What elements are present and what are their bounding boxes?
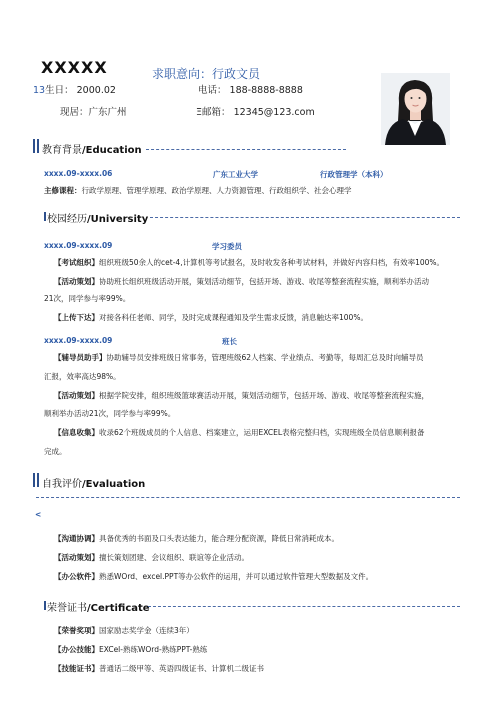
location bbox=[60, 104, 127, 118]
campus-title bbox=[47, 210, 148, 225]
portrait-illustration bbox=[381, 73, 450, 145]
education-marker-2 bbox=[37, 139, 39, 153]
campus-item bbox=[54, 353, 424, 363]
item-tag: 【办公软件】 bbox=[54, 572, 99, 581]
item-tag: 【考试组织】 bbox=[54, 258, 99, 267]
campus-item-continuation: 完成。 bbox=[44, 447, 67, 456]
campus-divider bbox=[150, 217, 460, 218]
campus-item bbox=[54, 313, 368, 323]
item-tag: 【活动策划】 bbox=[54, 277, 99, 286]
item-text: 具备优秀的书面及口头表达能力，能合理分配资源，降低日常消耗成本。 bbox=[99, 534, 339, 543]
phone-value: 188-8888-8888 bbox=[229, 85, 303, 96]
job-intent bbox=[152, 65, 260, 82]
campus-entry-date: xxxx.09-xxxx.09 bbox=[44, 241, 113, 250]
job-intent-value: 行政文员 bbox=[212, 67, 261, 81]
certificate-item bbox=[54, 664, 264, 674]
phone bbox=[198, 82, 303, 96]
item-text: EXCel-熟练WOrd-熟练PPT-熟练 bbox=[99, 645, 208, 654]
campus-entry-role: 学习委员 bbox=[212, 242, 242, 251]
item-text: 普通话二级甲等、英语四级证书、计算机二级证书 bbox=[99, 664, 264, 673]
item-text: 收录62个班级成员的个人信息、档案建立，运用EXCEL表格完整归档，实现班级全员信息顺利报备 bbox=[99, 428, 425, 437]
birthday-value: 2000.02 bbox=[76, 85, 116, 96]
campus-item bbox=[54, 391, 429, 401]
email-label: 邮箱： bbox=[202, 107, 231, 118]
item-tag: 【荣誉奖项】 bbox=[54, 626, 99, 635]
location-label: 现居： bbox=[60, 107, 89, 118]
email-prefix: Ξ bbox=[196, 107, 203, 118]
education-title-zh: 教育背景 bbox=[42, 145, 82, 156]
certificate-title-en: /Certificate bbox=[87, 603, 150, 614]
item-tag: 【活动策划】 bbox=[54, 553, 99, 562]
evaluation-title-zh: 自我评价 bbox=[42, 479, 82, 490]
item-tag: 【上传下达】 bbox=[54, 313, 99, 322]
item-tag: 【信息收集】 bbox=[54, 428, 99, 437]
education-major: 行政管理学（本科） bbox=[320, 170, 388, 179]
item-text: 根据学院安排，组织班级篮球赛活动开展，策划活动细节，包括开场、游戏、收尾等整套流程实施， bbox=[99, 391, 429, 400]
education-divider bbox=[146, 149, 346, 150]
item-text: 协助班长组织班级活动开展，策划活动细节，包括开场、游戏、收尾等整套流程实施，顺利举办活动 bbox=[99, 277, 429, 286]
courses-text: 行政学原理、管理学原理、政治学原理、人力资源管理、行政组织学、社会心理学 bbox=[81, 186, 352, 195]
item-text: 对接各科任老师、同学，及时完成课程通知及学生需求反馈，消息触达率100%。 bbox=[99, 313, 368, 322]
email-value: 12345@123.com bbox=[233, 107, 315, 118]
birthday bbox=[33, 82, 116, 96]
evaluation-item bbox=[54, 553, 249, 563]
education-school: 广东工业大学 bbox=[213, 170, 258, 179]
certificate-item bbox=[54, 645, 207, 655]
certificate-marker bbox=[44, 601, 46, 610]
certificate-divider bbox=[148, 606, 460, 607]
item-tag: 【办公技能】 bbox=[54, 645, 99, 654]
campus-entry-role: 班长 bbox=[222, 337, 237, 346]
item-text: 熟悉WOrd、excel.PPT等办公软件的运用，并可以通过软件管理大型数据及文件。 bbox=[99, 572, 374, 581]
education-courses bbox=[44, 186, 352, 196]
item-tag: 【辅导员助手】 bbox=[54, 353, 107, 362]
birthday-label: 生日： bbox=[45, 85, 74, 96]
item-text: 国家励志奖学金（连续3年） bbox=[99, 626, 194, 635]
education-marker bbox=[33, 139, 35, 153]
courses-label: 主修课程： bbox=[44, 186, 82, 195]
certificate-title bbox=[47, 599, 150, 614]
evaluation-title-en: /Evaluation bbox=[82, 479, 146, 490]
certificate-item bbox=[54, 626, 194, 636]
item-tag: 【沟通协调】 bbox=[54, 534, 99, 543]
item-tag: 【技能证书】 bbox=[54, 664, 99, 673]
phone-label: 电话： bbox=[198, 85, 227, 96]
education-date: xxxx.09-xxxx.06 bbox=[44, 169, 113, 178]
evaluation-marker-2 bbox=[37, 473, 39, 487]
evaluation-marker-glyph: < bbox=[35, 510, 42, 519]
evaluation-item bbox=[54, 572, 373, 582]
education-title-en: /Education bbox=[82, 145, 142, 156]
birthday-prefix: 13 bbox=[33, 85, 46, 96]
campus-item-continuation: 21次，同学参与率99%。 bbox=[44, 294, 131, 303]
campus-item bbox=[54, 277, 429, 287]
candidate-name: XXXXX bbox=[41, 58, 108, 77]
evaluation-marker bbox=[33, 473, 35, 487]
campus-item bbox=[54, 258, 444, 268]
evaluation-divider bbox=[36, 497, 460, 498]
evaluation-item bbox=[54, 534, 339, 544]
campus-item-continuation: 顺利举办活动21次，同学参与率99%。 bbox=[44, 409, 176, 418]
item-tag: 【活动策划】 bbox=[54, 391, 99, 400]
campus-item-continuation: 汇报，效率高达98%。 bbox=[44, 372, 121, 381]
item-text: 协助辅导员安排班级日常事务，管理班级62人档案、学业绩点、考勤等，每周汇总及时向辅导员 bbox=[106, 353, 424, 362]
item-text: 组织班级50余人的cet-4,计算机等考试报名，及时收发各种考试材料，并做好内容归档，有效率100%。 bbox=[99, 258, 445, 267]
campus-title-en: /University bbox=[87, 214, 149, 225]
campus-marker bbox=[44, 212, 46, 221]
profile-photo bbox=[381, 73, 450, 145]
certificate-title-zh: 荣誉证书 bbox=[47, 603, 87, 614]
email bbox=[196, 104, 315, 118]
campus-item bbox=[54, 428, 425, 438]
item-text: 擅长策划团建、会议组织、联谊等企业活动。 bbox=[99, 553, 249, 562]
campus-title-zh: 校园经历 bbox=[47, 214, 87, 225]
education-title bbox=[42, 141, 142, 156]
evaluation-title bbox=[42, 475, 145, 490]
job-intent-label: 求职意向： bbox=[152, 67, 213, 81]
campus-entry-date: xxxx.09-xxxx.09 bbox=[44, 336, 113, 345]
location-value: 广东广州 bbox=[88, 107, 127, 118]
